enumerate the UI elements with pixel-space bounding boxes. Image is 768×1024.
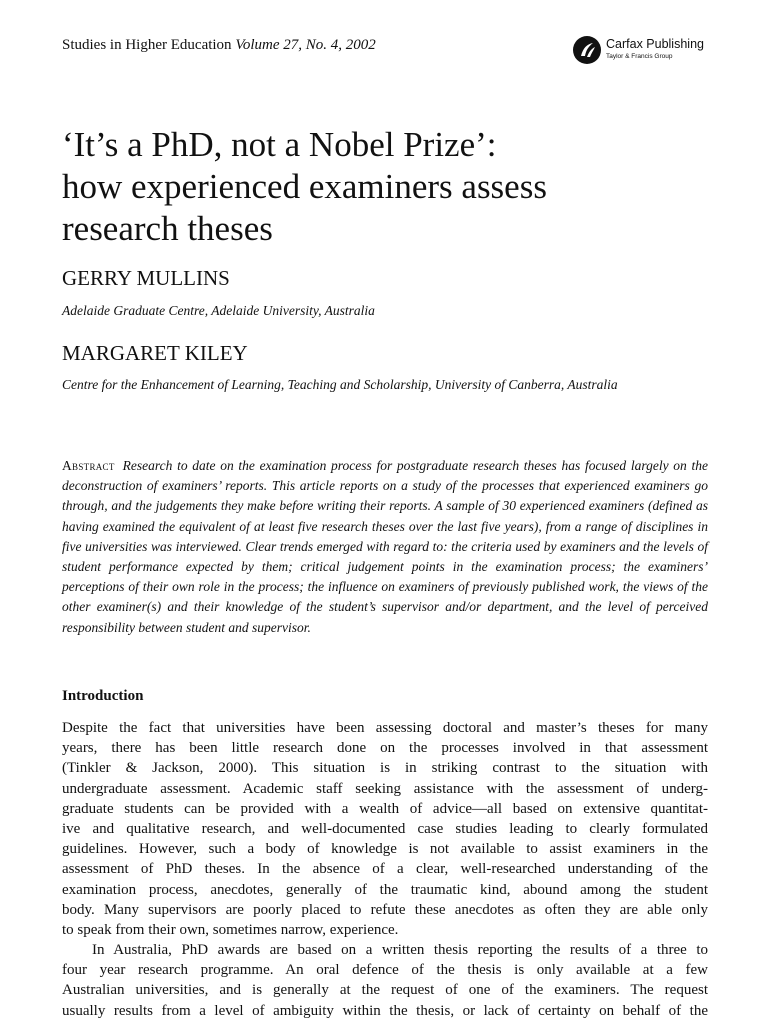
text-line: (Tinkler & Jackson, 2000). This situation is in striking contrast to the situation with (62, 760, 708, 777)
abstract-label: Abstract (62, 458, 115, 473)
volume-info: Volume 27, No. 4, 2002 (235, 37, 376, 53)
text-line: Australian universities, and is generally at the request of one of the examiners. The request (62, 982, 708, 999)
publisher-name: Carfax Publishing (606, 37, 704, 51)
journal-name: Studies in Higher Education (62, 37, 232, 53)
article-title (62, 124, 722, 250)
abstract-text: Research to date on the examination process for postgraduate research theses has focused largely on the deconstruction of examiners’ reports. This article reports on a study of the processes that experienced examiners go through, and the judgements they make before writing their reports. A sample of 30 experienced examiners (defined as having examined the equivalent of at least five research theses over the last five years), from a range of disciplines in five universities was interviewed. Clear trends emerged with regard to: the criteria used by examiners and the levels of student performance expected by them; critical judgement points in the examination process; the examiners’ perceptions of their own role in the process; the influence on examiners of previously published work, the views of the other examiner(s) and their knowledge of the student’s supervisor and/or department, and the level of perceived responsibility between student and supervisor. (62, 458, 708, 635)
body-paragraph (62, 940, 708, 1021)
text-line: guidelines. However, such a body of knowledge is not available to assist examiners in the (62, 841, 708, 858)
text-line: years, there has been little research done on the processes involved in that assessment (62, 740, 708, 757)
section-heading: Introduction (62, 688, 144, 704)
text-line: to speak from their own, sometimes narrow, experience. (62, 922, 399, 939)
text-line: In Australia, PhD awards are based on a written thesis reporting the results of a three to (92, 942, 708, 958)
text-line: graduate students can be provided with a wealth of advice—all based on extensive quantitat- (62, 800, 708, 817)
text-line: four year research programme. An oral defence of the thesis is only available at a few (62, 962, 708, 979)
page-header (62, 35, 708, 69)
author-name: GERRY MULLINS (62, 266, 230, 290)
text-line: body. Many supervisors are poorly placed to refute these anecdotes as often they are able only (62, 901, 708, 918)
author-name: MARGARET KILEY (62, 341, 248, 365)
text-line: undergraduate assessment. Academic staff seeking assistance with the assessment of underg- (62, 780, 708, 797)
carfax-logo-icon (572, 35, 602, 65)
publisher-logo (572, 35, 708, 67)
body-paragraph (62, 718, 708, 940)
abstract (62, 456, 708, 638)
title-line: ‘It’s a PhD, not a Nobel Prize’: (62, 125, 497, 164)
text-line: examination process, anecdotes, generally of the traumatic kind, abound among the student (62, 881, 708, 898)
text-line: ive and qualitative research, and well-documented case studies leading to clearly formulated (62, 821, 708, 838)
title-line: how experienced examiners assess (62, 167, 547, 206)
author-affiliation: Centre for the Enhancement of Learning, Teaching and Scholarship, University of Canberra, Australia (62, 377, 618, 392)
text-line: assessment of PhD theses. In the absence of a clear, well-researched understanding of the (62, 861, 708, 878)
author-affiliation: Adelaide Graduate Centre, Adelaide University, Australia (62, 303, 375, 318)
text-line: Despite the fact that universities have been assessing doctoral and master’s theses for many (62, 720, 708, 736)
publisher-subtitle: Taylor & Francis Group (606, 53, 673, 60)
text-line: usually results from a level of ambiguity within the thesis, or lack of certainty on behalf of the (62, 1002, 708, 1019)
title-line: research theses (62, 209, 273, 248)
journal-citation (62, 37, 376, 54)
